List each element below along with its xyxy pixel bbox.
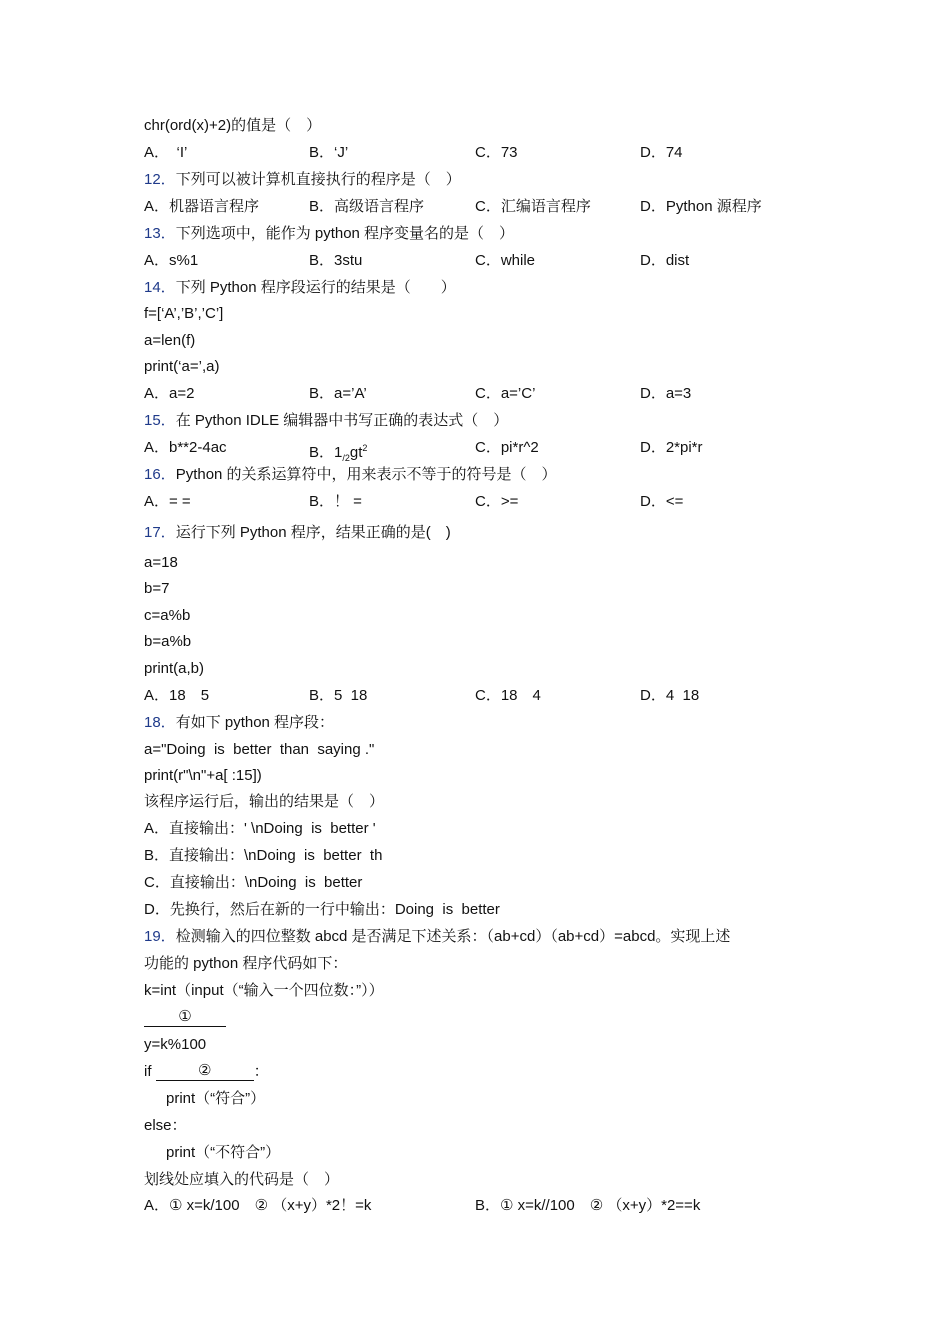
q13-option-c: C．while xyxy=(475,252,536,269)
q11-option-b: B．‘J’ xyxy=(309,144,349,161)
q17-code-line: print(a,b) xyxy=(144,660,205,677)
if-colon: ： xyxy=(253,1063,269,1080)
q17-option-b: B．5 18 xyxy=(309,687,368,704)
question-text: 运行下列 Python 程序，结果正确的是( ) xyxy=(175,524,451,541)
q17-code-line: b=7 xyxy=(144,580,170,597)
option-b-mid: gt xyxy=(349,444,363,461)
question-text: 在 Python IDLE 编辑器中书写正确的表达式（ ） xyxy=(175,412,509,429)
q12-option-b: B．高级语言程序 xyxy=(309,198,425,215)
question-text: Python 的关系运算符中，用来表示不等于的符号是（ ） xyxy=(175,466,557,483)
q19-print-match: print（“符合”） xyxy=(166,1090,266,1107)
question-number: 14． xyxy=(144,279,176,296)
q17-stem xyxy=(144,523,451,543)
q16-option-b: B．！ = xyxy=(309,493,362,510)
q13-option-d: D．dist xyxy=(640,252,690,269)
q16-stem xyxy=(144,465,557,485)
q13-stem xyxy=(144,224,514,244)
question-text: 检测输入的四位整数 abcd 是否满足下述关系：（ab+cd）（ab+cd）=abcd。实现上述 xyxy=(175,928,731,945)
q19-option-a: A．① x=k/100 ② （x+y）*2！=k xyxy=(144,1197,372,1214)
q14-option-b: B．a=’A’ xyxy=(309,385,367,402)
q18-question: 该程序运行后，输出的结果是（ ） xyxy=(144,793,385,810)
q19-code-line: y=k%100 xyxy=(144,1036,207,1053)
q13-option-b: B．3stu xyxy=(309,252,363,269)
q17-code-line: a=18 xyxy=(144,554,178,571)
question-number: 15． xyxy=(144,412,176,429)
q19-stem xyxy=(144,927,730,947)
q14-option-d: D．a=3 xyxy=(640,385,692,402)
q16-option-d: D．<= xyxy=(640,493,684,510)
q18-option-d: D．先换行，然后在新的一行中输出：Doing is better xyxy=(144,901,500,918)
question-number: 12． xyxy=(144,171,176,188)
q17-code-line: b=a%b xyxy=(144,633,192,650)
question-number: 18． xyxy=(144,714,176,731)
q14-stem xyxy=(144,278,456,298)
question-number: 17． xyxy=(144,524,176,541)
q19-code-line: k=int（input（“输入一个四位数：”）） xyxy=(144,982,384,999)
q11-option-a: A． ‘I’ xyxy=(144,144,188,161)
superscript: 2 xyxy=(362,443,368,453)
question-number: 19． xyxy=(144,928,176,945)
q15-option-d: D．2*pi*r xyxy=(640,439,703,456)
q17-code-line: c=a%b xyxy=(144,607,191,624)
q12-option-c: C．汇编语言程序 xyxy=(475,198,591,215)
question-number: 16． xyxy=(144,466,176,483)
q12-option-d: D．Python 源程序 xyxy=(640,198,762,215)
q15-stem xyxy=(144,411,508,431)
q18-code-line: a="Doing is better than saying ." xyxy=(144,741,375,758)
fill-blank-1: ① xyxy=(144,1008,226,1027)
q14-code-line: f=[‘A’,’B’,’C’] xyxy=(144,305,224,322)
q19-question: 划线处应填入的代码是（ ） xyxy=(144,1171,340,1188)
q11-stem-tail: chr(ord(x)+2)的值是（ ） xyxy=(144,117,322,134)
question-number: 13． xyxy=(144,225,176,242)
q17-option-d: D．4 18 xyxy=(640,687,700,704)
q17-option-a: A．18 5 xyxy=(144,687,210,704)
question-text: 下列可以被计算机直接执行的程序是（ ） xyxy=(175,171,461,188)
subscript: /2 xyxy=(342,453,350,463)
q18-code-line: print(r"\n"+a[ :15]) xyxy=(144,767,262,784)
q12-stem xyxy=(144,170,461,190)
q12-option-a: A．机器语言程序 xyxy=(144,198,260,215)
q15-option-b xyxy=(309,438,368,463)
q14-option-a: A．a=2 xyxy=(144,385,195,402)
q17-option-c: C．18 4 xyxy=(475,687,541,704)
q19-option-b: B．① x=k//100 ② （x+y）*2==k xyxy=(475,1197,701,1214)
question-text: 有如下 python 程序段： xyxy=(175,714,335,731)
q19-print-nomatch: print（“不符合”） xyxy=(166,1144,281,1161)
q14-code-line: a=len(f) xyxy=(144,332,196,349)
q18-option-a: A．直接输出：' \nDoing is better ' xyxy=(144,820,376,837)
q18-option-c: C．直接输出：\nDoing is better xyxy=(144,874,363,891)
q13-option-a: A．s%1 xyxy=(144,252,199,269)
q15-option-c: C．pi*r^2 xyxy=(475,439,539,456)
q19-stem-continued: 功能的 python 程序代码如下： xyxy=(144,955,348,972)
q19-if-line xyxy=(144,1062,269,1082)
q18-stem xyxy=(144,713,334,733)
q11-option-d: D．74 xyxy=(640,144,683,161)
q15-option-a: A．b**2-4ac xyxy=(144,439,227,456)
if-keyword: if xyxy=(144,1063,156,1080)
q16-option-a: A．= = xyxy=(144,493,191,510)
q14-option-c: C．a=’C’ xyxy=(475,385,536,402)
question-text: 下列 Python 程序段运行的结果是（ ） xyxy=(175,279,456,296)
q19-code-blank-line xyxy=(144,1008,226,1028)
fill-blank-2: ② xyxy=(156,1062,254,1081)
q11-option-c: C．73 xyxy=(475,144,518,161)
q16-option-c: C．>= xyxy=(475,493,519,510)
option-b-base: B．1 xyxy=(309,444,343,461)
q19-else-line: else： xyxy=(144,1117,187,1134)
q14-code-line: print(‘a=’,a) xyxy=(144,358,220,375)
q18-option-b: B．直接输出：\nDoing is better th xyxy=(144,847,383,864)
question-text: 下列选项中，能作为 python 程序变量名的是（ ） xyxy=(175,225,515,242)
